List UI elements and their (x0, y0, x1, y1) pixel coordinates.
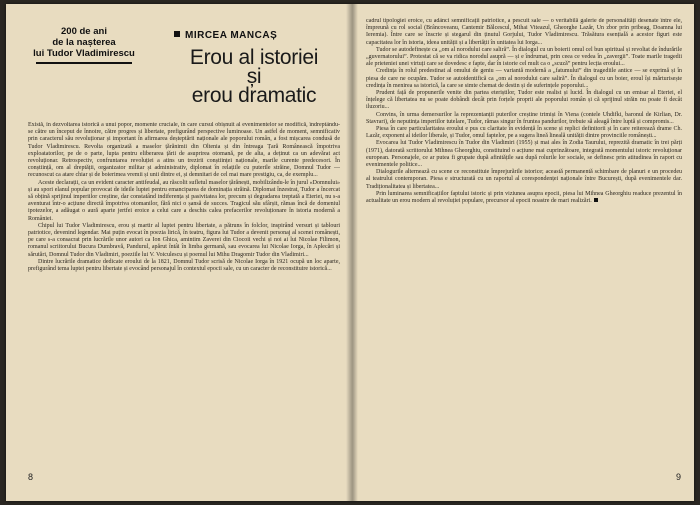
paragraph: Evocarea lui Tudor Vladimirescu în Tudor din Vladimiri (1955) și mai ales în Zodia Taurului, reprezită dramatic în trei părți (1971), datorată scriitorului Mihnea Gheorghiu, constituind o acțiune mai cuprinzătoare, integrată momentului istoric revoluționar european. Personajele, ce ar putea fi grupate după afinitățile sau după rolurile lor sociale, se definesc prin atitudinea în raport cu evenimentele politice... (366, 140, 682, 169)
badge-line-1: 200 de ani (61, 26, 107, 37)
paragraph: Chipul lui Tudor Vladimirescu, erou și martir al luptei pentru libertate, a pătruns în folclor, inspirând versuri și tablouri patriotice, devenind legendar. Mai puțin evocat în poezia lirică, în teatru, figura lui Tudor a devenit personaj al scenei românești, pe care s-a consacrat prin lucrările unor autori ca Ion Ghica, amintim Zaverei din Ciocoii vechi și noi ai lui Nicolae Filimon, romanul scriitorului Bucura Dumbravă, Pandurul, apărut întâi în limba germană, sau evocarea lui Nicolae Iorga, în Aplecări și sărutări, Domnul Tudor din Vladimiri, poeziile lui V. Voiculescu și poemul lui Mihu Dragomir Tudor din Vladimiri... (28, 222, 340, 258)
badge-line-3: lui Tudor Vladimirescu (33, 48, 135, 59)
square-bullet-icon (174, 31, 180, 37)
anniversary-badge (28, 26, 140, 64)
article-title (174, 48, 334, 105)
paragraph-final-text: Prin luminarea semnificațiilor faptului istoric și prin viziunea asupra epocii, piesa lui Mihnea Gheorghiu readuce prezentul în actualitate un erou modern al revoluției populare, precursor al epocii noastre de mari realizări. (366, 190, 682, 205)
paragraph: cadrul tipologiei eroice, cu adânci semnificații patriotice, a pescuit sale — o veritabilă galerie de personalități desenate între ele, împreună cu rol social (Brâncoveanu, Cantemir Bălcescul, Mihai Viteazul, Gheorghe Lazăr, Un zbor prin pribeag, Doamna lui Ieremia). Între care se înscrie și stegarul din ținutul Gorjului, Tudor Vladimirescu. Trăsătura esențială a acestor figuri este capacitatea lor în istoria, ideea unității și a libertății în unitatea lui Iorga... (366, 18, 682, 46)
title-line-3: erou dramatic (191, 84, 317, 107)
end-of-article-icon (594, 198, 598, 202)
right-page (358, 4, 694, 501)
paragraph: Dintre lucrările dramatice dedicate eroului de la 1821, Domnul Tudor scrisă de Nicolae Iorga în 1921 ocupă un loc aparte, prefigurând tema luptei pentru libertate și evocând personajul în contextul epocii sale, cu un caracter de reconstituire istorică... (28, 258, 340, 273)
left-page (6, 4, 346, 501)
badge-underline (36, 62, 132, 64)
paragraph: Există, în dezvoltarea istorică a unui popor, momente cruciale, în care cursul obișnuit al evenimentelor se modifică, îndreptându-se către un început de înnoire, către progres și libertate, prefigurând perspective luminoase. Un astfel de moment, semnificativ prin caracterul său revoluționar și important în afirmarea deșteptării naționale ale poporului român, a fost mișcarea condusă de Tudor Vladimirescu. Revolta organizată a maselor țărănimii din Oltenia și din întreaga Țară Românească împotriva exploatatorilor, pe de o parte, lupta pentru eliberarea țării de asuprirea otomană, pe de alta, a deținut ca un adevărat act revoluționar. Retrospectiv, confruntarea revoluției a atins un trezirii conștiinței naționale, marile curente predecesori. În conștiință, om al dreptății, organizator militar și administrativ, diplomat în relațiile cu puterile străine, Domnul Tudor — recunoscut ca atare chiar și de boierimea vremii și unii dintre ei, și demnitari de cel mai mare prestigiu, ca, de exemplu... (28, 122, 340, 179)
paragraph: Convins, în urma demersurilor la reprezentanții puterilor creștine trimiși în Viena (contele Uhdifki, baronul de Kirlian, Dr. Stavrari), de neputința imperiilor tutelare, Tudor, rămas singur în fruntea pandurilor, trebuie să aleagă între luptă și compromis... (366, 111, 682, 125)
spine-gutter (346, 4, 358, 501)
badge-line-2: de la nașterea (52, 37, 116, 48)
paragraph: Piesa în care particularitatea eroului e pus cu claritate în evidență în scene și replici definitorii și în care reiterează drame Ch. Lazăr, exponent al ideilor liberale, și Tudor, omul faptelor, pe a sugera lineă lineală unității dintre provinciile românești... (366, 126, 682, 140)
paragraph-final (366, 191, 682, 205)
title-line-2: și (246, 65, 262, 88)
paragraph: Tudor se autodefinește ca „om al norodului care saliră”. În dialogul cu un boierii omul cel bun spiritual și revoltat de îndurările „guvernatorului”. Protestat că se va ridica norodul asupră — și e îndrumat, prin ceea ce vedea în „zavergii”. Toate marile tragedii ale prieteniei unei virtuți care se dovedesc e fapte, dar în istorie cel mult ca o „scuză” pentru lecția eroului... (366, 46, 682, 68)
paragraph: Dialogurile alternează cu scene ce reconstituie împrejurările istorice; această permanentă schimbare de planuri e un procedeu al teatrului contemporan. Piesa e structurată cu un raportul al corespondenței naționale între București, după evenimentele dar. Tradiționalitatea și libertatea... (366, 169, 682, 190)
page-number-right: 9 (676, 472, 682, 482)
right-body-column (366, 18, 682, 468)
paragraph: Aceste declarații, ca un evident caracter antifeudal, au răscolit sufletul maselor țărănești, mobilizându-le în jurul «Domnului» și au spori elanul popular provocat de ideile luptei pentru emanciparea de dominația străină. Diplomat înzestrat, Tudor a încercat să obțină sprijinul imperiilor creștine, dar constatând indiferența și pasivitatea lor, precum și degradarea treptată a Eteriei, nu s-a aventurat într-o acțiune directă împotriva otomanilor, fără nici o șansă de succes. Tragicul său sfârșit, rămas încă de domeniul ipotezelor, a adăugat o aură aparte jertfei eroice a celui care a deschis calea prefacerilor revoluționare în istoria modernă a României. (28, 179, 340, 222)
page-number-left: 8 (28, 472, 34, 482)
paragraph: Prudent față de propunerile venite din partea eteriștilor, Tudor este realist și lucid. În dialogul cu un emisar al Eteriei, el înțelege că libertatea nu se poate dobândi decât prin forțele proprii ale poporului român și că sprijinul străin nu poate fi decât iluzoriu... (366, 90, 682, 111)
author-byline (174, 30, 277, 41)
author-name: MIRCEA MANCAȘ (185, 30, 278, 41)
paragraph: Credința în rolul predestinat al omului de geniu — variantă modernă a „fatumului” din tragediile antice — se exprimă și în piesa de care ne ocupăm. Tudor se autoidentifică ca „om al norodului care saliră”. În dialogul cu un boier, eroul își mărturisește credința în menirea sa istorică, la care se simte chemat de destin și de suferințele poporului... (366, 68, 682, 89)
magazine-spread (6, 4, 694, 501)
left-body-column (28, 122, 340, 467)
title-line-1: Erou al istoriei (189, 46, 319, 69)
